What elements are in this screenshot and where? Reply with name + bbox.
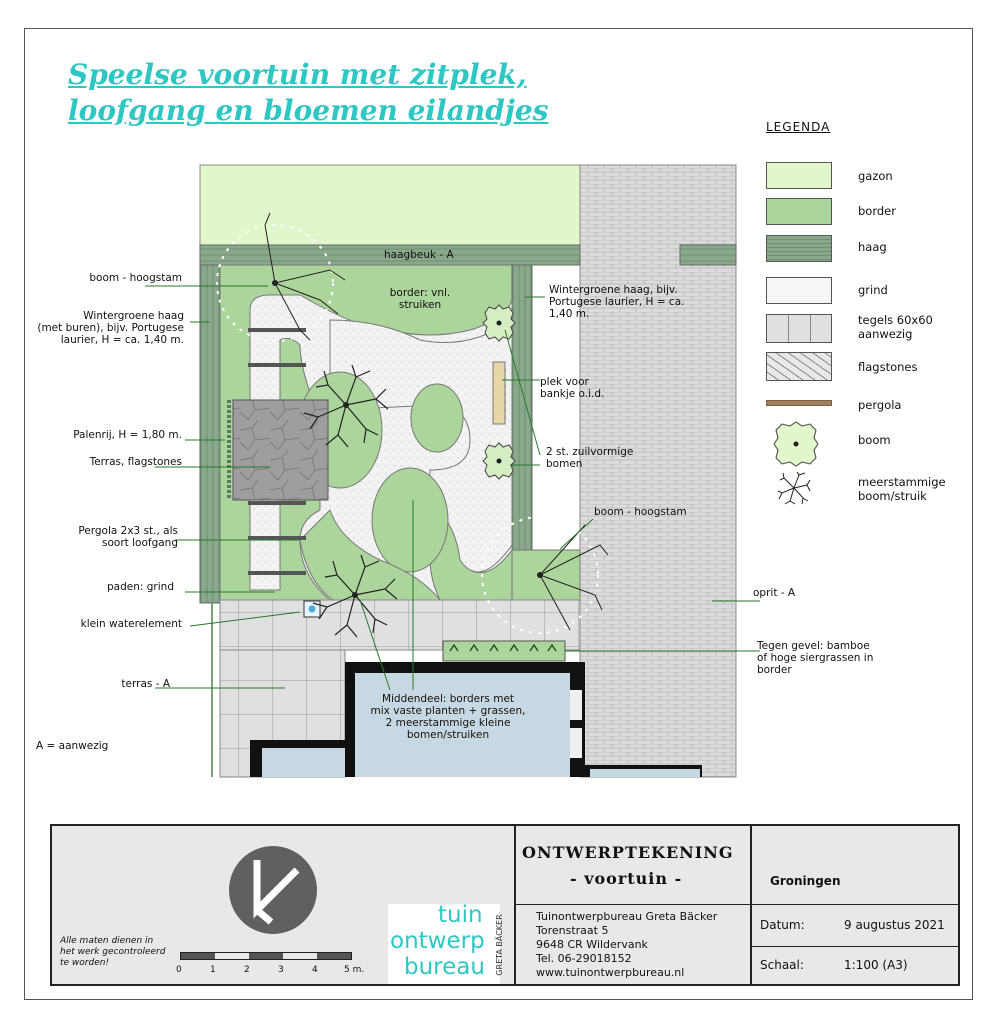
scale-tick-0: 0: [176, 965, 182, 975]
tb-hline-3: [752, 946, 958, 947]
title-line-1: Speelse voortuin met zitplek,: [68, 58, 527, 91]
label-boom-hoogstam-right: boom - hoogstam: [594, 506, 687, 518]
legend-label-gazon: gazon: [858, 169, 893, 183]
scale-tick-1: 1: [210, 965, 216, 975]
address-line-5: www.tuinontwerpbureau.nl: [536, 966, 685, 979]
label-border-struiken: border: vnl. struiken: [389, 287, 451, 311]
tb-divider-2: [750, 826, 752, 984]
datum-value: 9 augustus 2021: [844, 918, 945, 932]
legend-swatch-tegels: [766, 314, 832, 343]
legend-swatch-pergola: [766, 400, 832, 406]
label-oprit: oprit - A: [753, 587, 796, 599]
schaal-label: Schaal:: [760, 958, 804, 972]
legend-swatch-gazon: [766, 162, 832, 189]
columnar-tree-2: [483, 443, 515, 479]
label-zuilvormig: 2 st. zuilvormige bomen: [546, 446, 634, 470]
label-palenrij: Palenrij, H = 1,80 m.: [73, 429, 182, 441]
label-wintergroen-right: Wintergroene haag, bijv. Portugese laurier, H = ca. 1,40 m.: [549, 284, 685, 320]
datum-label: Datum:: [760, 918, 805, 932]
columnar-tree-1: [483, 305, 515, 341]
drawing-subheading: - voortuin -: [570, 869, 683, 888]
legend-label-meerstammig: meerstammige boom/struik: [858, 475, 946, 503]
label-terras-a: terras - A: [121, 678, 170, 690]
legend-swatch-grind: [766, 277, 832, 304]
logo-word-ontwerp: ontwerp: [390, 928, 485, 954]
legend-label-boom: boom: [858, 433, 891, 447]
legend-label-border: border: [858, 204, 896, 218]
scale-tick-5: 5 m.: [344, 965, 365, 975]
legend-label-tegels: tegels 60x60 aanwezig: [858, 313, 933, 341]
title-block: [50, 824, 960, 986]
scale-tick-3: 3: [278, 965, 284, 975]
legend-label-haag: haag: [858, 240, 887, 254]
label-haagbeuk: haagbeuk - A: [384, 249, 454, 261]
scale-tick-4: 4: [312, 965, 318, 975]
label-wintergroen-left: Wintergroene haag (met buren), bijv. Portugese laurier, H = ca. 1,40 m.: [37, 310, 184, 346]
tb-hline-1: [514, 904, 750, 905]
logo-vertical-text: GRETA BÄCKER: [495, 914, 504, 976]
legend-swatch-border: [766, 198, 832, 225]
legend-swatch-haag: [766, 235, 832, 262]
label-bankje: plek voor bankje o.i.d.: [540, 376, 605, 400]
logo-word-bureau: bureau: [404, 954, 485, 980]
legend-label-pergola: pergola: [858, 398, 902, 412]
legend-label-flagstones: flagstones: [858, 360, 918, 374]
label-pergola: Pergola 2x3 st., als soort loofgang: [78, 525, 178, 549]
location: Groningen: [770, 874, 841, 888]
tb-hline-2: [752, 904, 958, 905]
title-line-2: loofgang en bloemen eilandjes: [68, 94, 549, 127]
label-boom-hoogstam-left: boom - hoogstam: [89, 272, 182, 284]
legend-title: LEGENDA: [766, 120, 831, 134]
scale-bar: [180, 952, 352, 960]
drawing-heading: ONTWERPTEKENING: [522, 843, 734, 862]
label-middendeel: Middendeel: borders met mix vaste planten + grassen, 2 meerstammige kleine bomen/struiken: [370, 693, 526, 741]
address-line-3: 9648 CR Wildervank: [536, 938, 648, 951]
label-waterelement: klein waterelement: [80, 618, 182, 630]
schaal-value: 1:100 (A3): [844, 958, 908, 972]
legend-multistem-icon: [776, 470, 812, 506]
label-paden: paden: grind: [107, 581, 174, 593]
scale-tick-2: 2: [244, 965, 250, 975]
label-terras-flagstones: Terras, flagstones: [89, 456, 182, 468]
address-line-1: Tuinontwerpbureau Greta Bäcker: [536, 910, 718, 923]
legend-label-grind: grind: [858, 283, 888, 297]
legend-swatch-flagstones: [766, 352, 832, 381]
logo-word-tuin: tuin: [438, 902, 483, 928]
company-logo-icon: [227, 844, 319, 936]
address-line-4: Tel. 06-29018152: [536, 952, 632, 965]
measurement-note: Alle maten dienen in het werk gecontroleerd te worden!: [60, 936, 166, 968]
label-a-aanwezig: A = aanwezig: [36, 740, 109, 752]
label-tegen-gevel: Tegen gevel: bamboe of hoge siergrassen in border: [757, 640, 874, 676]
address-line-2: Torenstraat 5: [536, 924, 609, 937]
tb-divider-1: [514, 826, 516, 984]
legend-tree-icon: [772, 420, 820, 468]
